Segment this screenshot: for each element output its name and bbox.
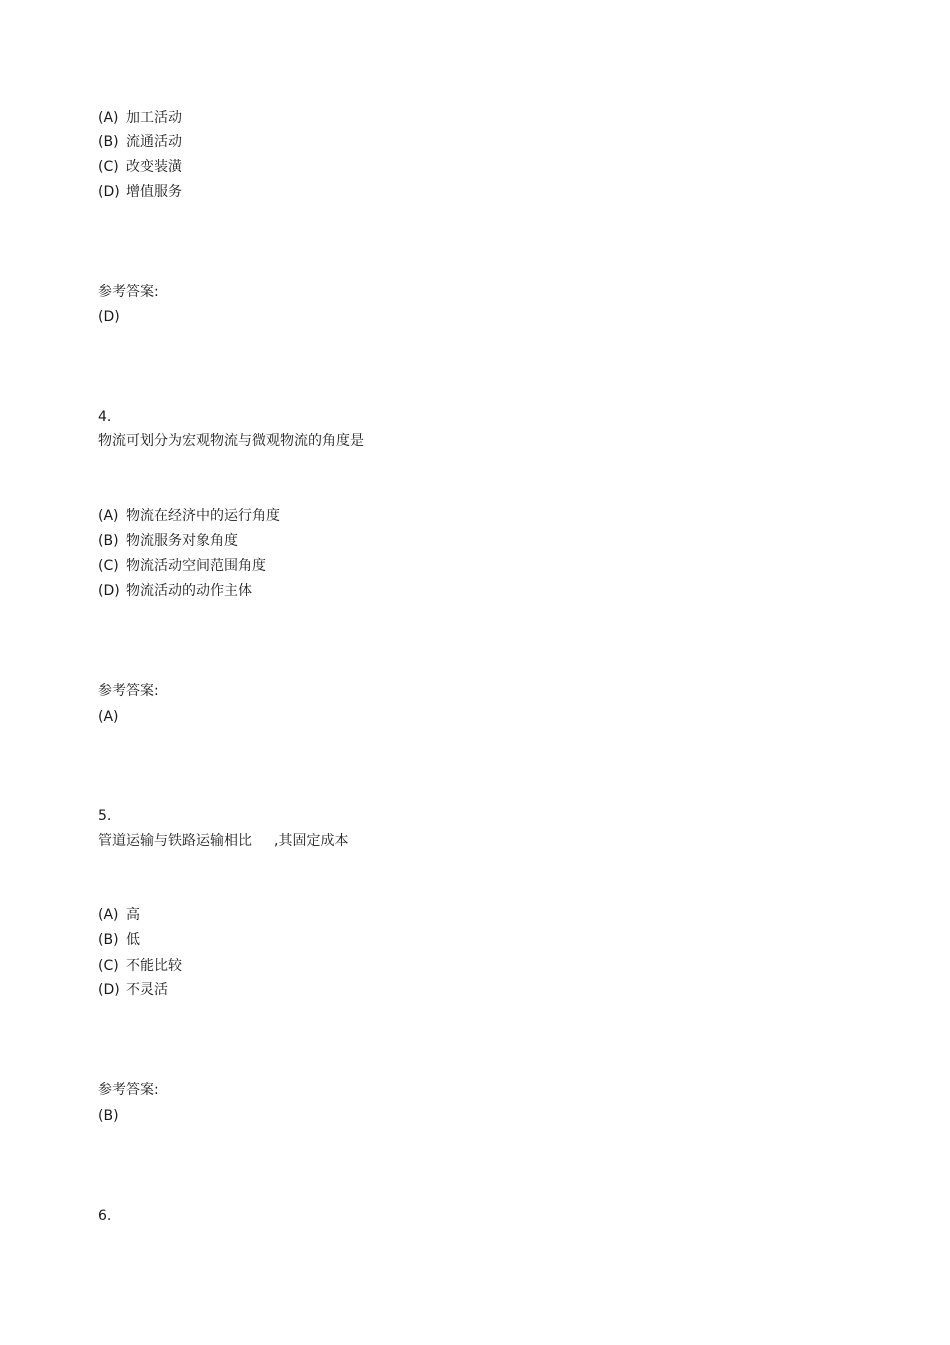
option-text: 低	[126, 932, 140, 948]
q5-option-a	[98, 905, 140, 925]
q5-question	[98, 831, 348, 851]
option-text: 不能比较	[126, 958, 182, 974]
q4-option-d	[98, 581, 252, 601]
q4-option-b	[98, 531, 238, 551]
option-letter: (B)	[98, 134, 119, 150]
q5-option-c	[98, 956, 182, 976]
q5-answer-label: 参考答案:	[98, 1082, 159, 1098]
option-letter: (A)	[98, 508, 119, 524]
q3-option-d	[98, 182, 182, 202]
option-letter: (C)	[98, 958, 119, 974]
q4-answer: (A)	[98, 709, 119, 725]
option-letter: (D)	[98, 184, 120, 200]
option-text: 改变装潢	[126, 159, 182, 175]
option-letter: (C)	[98, 558, 119, 574]
q4-answer-label: 参考答案:	[98, 683, 159, 699]
q5-number: 5.	[98, 808, 112, 824]
option-text: 加工活动	[126, 110, 182, 126]
q3-answer-label: 参考答案:	[98, 284, 159, 300]
q5-answer: (B)	[98, 1108, 119, 1124]
option-letter: (B)	[98, 533, 119, 549]
q5-question-part1: 管道运输与铁路运输相比	[98, 833, 252, 849]
option-letter: (A)	[98, 907, 119, 923]
option-text: 高	[126, 907, 140, 923]
option-letter: (C)	[98, 159, 119, 175]
option-letter: (B)	[98, 932, 119, 948]
option-text: 物流活动空间范围角度	[126, 558, 266, 574]
option-letter: (D)	[98, 982, 120, 998]
q4-question: 物流可划分为宏观物流与微观物流的角度是	[98, 433, 364, 449]
q5-option-b	[98, 930, 140, 950]
q4-number: 4.	[98, 409, 112, 425]
q6-number: 6.	[98, 1208, 112, 1224]
option-text: 物流在经济中的运行角度	[126, 508, 280, 524]
option-text: 物流服务对象角度	[126, 533, 238, 549]
q3-option-b	[98, 132, 182, 152]
q4-option-c	[98, 556, 266, 576]
q5-option-d	[98, 980, 168, 1000]
q3-option-a	[98, 108, 182, 128]
q5-question-part2: ,其固定成本	[274, 833, 349, 849]
option-letter: (D)	[98, 583, 120, 599]
option-text: 流通活动	[126, 134, 182, 150]
option-text: 不灵活	[126, 982, 168, 998]
option-letter: (A)	[98, 110, 119, 126]
q4-option-a	[98, 506, 280, 526]
option-text: 增值服务	[126, 184, 182, 200]
q3-answer: (D)	[98, 309, 120, 325]
option-text: 物流活动的动作主体	[126, 583, 252, 599]
q3-option-c	[98, 157, 182, 177]
